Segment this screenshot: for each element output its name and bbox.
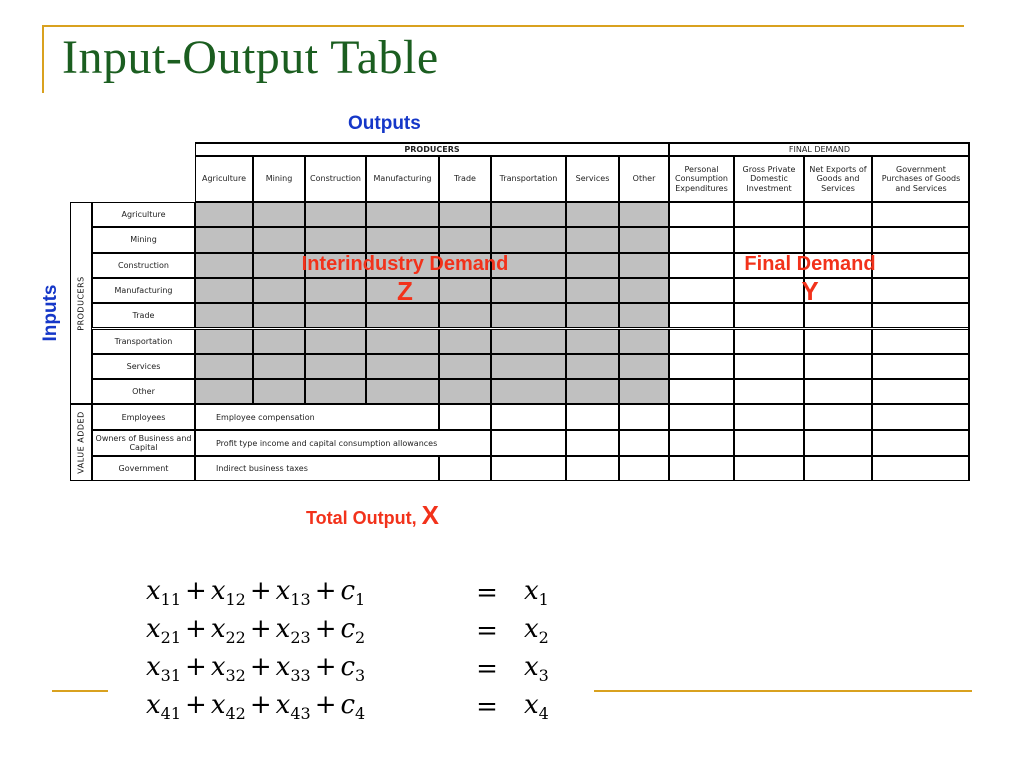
producer-row-label: Trade — [92, 303, 195, 328]
equation-term: $x_{23}$ — [275, 614, 311, 648]
interindustry-cell — [195, 303, 253, 328]
value-added-cell — [439, 456, 491, 481]
top-rule — [42, 25, 964, 27]
producer-row-label: Services — [92, 354, 195, 379]
final-demand-cell — [734, 202, 804, 227]
equation-term: $c_3$ — [340, 652, 366, 686]
interindustry-cell — [619, 202, 669, 227]
interindustry-cell — [491, 379, 566, 404]
equation-rhs: $x_3$ — [524, 652, 549, 686]
interindustry-cell — [619, 379, 669, 404]
equals-sign: = — [476, 692, 498, 722]
interindustry-cell — [491, 202, 566, 227]
interindustry-cell — [566, 202, 619, 227]
final-demand-cell — [734, 329, 804, 354]
producer-column-header: Manufacturing — [366, 156, 439, 202]
value-added-row-label: Owners of Business and Capital — [92, 430, 195, 456]
value-added-final-cell — [872, 456, 970, 481]
final-demand-text: Final Demand — [744, 253, 876, 275]
input-output-table — [70, 142, 970, 483]
producer-row-label: Construction — [92, 253, 195, 278]
value-added-cell — [619, 456, 669, 481]
interindustry-cell — [439, 354, 491, 379]
interindustry-cell — [566, 253, 619, 278]
producer-column-header: Mining — [253, 156, 305, 202]
equation-lhs — [146, 614, 450, 647]
equation-lhs — [146, 652, 450, 685]
interindustry-cell — [195, 329, 253, 354]
equation-lhs — [146, 690, 450, 723]
value-added-final-cell — [669, 456, 734, 481]
value-added-cell — [566, 456, 619, 481]
final-demand-column-header: Gross Private Domestic Investment — [734, 156, 804, 202]
plus-operator: + — [249, 576, 272, 607]
producer-column-header: Services — [566, 156, 619, 202]
final-demand-column-header: Personal Consumption Expenditures — [669, 156, 734, 202]
interindustry-cell — [619, 354, 669, 379]
equation-row — [146, 574, 549, 612]
final-demand-cell — [669, 202, 734, 227]
title-side-rule — [42, 25, 44, 93]
value-added-final-cell — [804, 404, 872, 430]
total-output-text: Total Output, — [306, 508, 422, 528]
interindustry-demand-text: Interindustry Demand — [301, 253, 509, 275]
value-added-row-label: Government — [92, 456, 195, 481]
equation-system — [146, 574, 549, 726]
value-added-side-label — [70, 404, 92, 481]
plus-operator: + — [185, 576, 207, 607]
plus-operator: + — [249, 690, 272, 721]
producer-row-label: Transportation — [92, 329, 195, 354]
plus-operator: + — [314, 690, 337, 721]
equation-rhs: $x_2$ — [524, 614, 549, 648]
equation-term: $x_{32}$ — [210, 652, 246, 686]
final-demand-column-header: Government Purchases of Goods and Services — [872, 156, 970, 202]
equation-term: $x_{33}$ — [275, 652, 311, 686]
value-added-row-label: Employees — [92, 404, 195, 430]
interindustry-cell — [619, 329, 669, 354]
final-demand-cell — [872, 354, 970, 379]
interindustry-cell — [195, 379, 253, 404]
final-demand-cell — [669, 227, 734, 252]
interindustry-cell — [439, 379, 491, 404]
interindustry-cell — [253, 354, 305, 379]
equation-term: $x_{31}$ — [146, 652, 182, 686]
interindustry-cell — [366, 202, 439, 227]
producers-side-label-text: PRODUCERS — [76, 275, 86, 331]
final-demand-cell — [872, 202, 970, 227]
interindustry-cell — [305, 329, 366, 354]
plus-operator: + — [185, 690, 207, 721]
interindustry-cell — [566, 354, 619, 379]
equation-term: $x_{42}$ — [210, 690, 246, 724]
equals-sign: = — [476, 654, 498, 684]
equation-term: $x_{41}$ — [146, 690, 182, 724]
equation-lhs — [146, 576, 450, 609]
interindustry-cell — [253, 227, 305, 252]
interindustry-cell — [619, 227, 669, 252]
interindustry-cell — [195, 354, 253, 379]
producer-row-label: Mining — [92, 227, 195, 252]
value-added-final-cell — [734, 404, 804, 430]
plus-operator: + — [185, 652, 207, 683]
interindustry-cell — [566, 278, 619, 303]
producer-column-header: Trade — [439, 156, 491, 202]
interindustry-cell — [566, 303, 619, 328]
value-added-cell — [619, 404, 669, 430]
interindustry-cell — [305, 354, 366, 379]
value-added-final-cell — [872, 430, 970, 456]
equation-term: $x_{12}$ — [210, 576, 246, 610]
interindustry-cell — [305, 227, 366, 252]
interindustry-cell — [619, 278, 669, 303]
bottom-left-rule — [52, 690, 108, 692]
final-demand-cell — [872, 227, 970, 252]
interindustry-cell — [195, 227, 253, 252]
plus-operator: + — [314, 576, 337, 607]
producer-row-label: Other — [92, 379, 195, 404]
producer-column-header: Other — [619, 156, 669, 202]
equation-rhs: $x_4$ — [524, 690, 549, 724]
total-output-label — [306, 500, 439, 531]
value-added-description: Employee compensation — [195, 404, 439, 430]
interindustry-cell — [366, 329, 439, 354]
interindustry-cell — [619, 303, 669, 328]
value-added-final-cell — [804, 430, 872, 456]
equation-term: $x_{43}$ — [275, 690, 311, 724]
interindustry-cell — [566, 329, 619, 354]
final-demand-cell — [872, 379, 970, 404]
value-added-final-cell — [669, 430, 734, 456]
equation-term: $x_{11}$ — [146, 576, 182, 610]
interindustry-cell — [491, 227, 566, 252]
inputs-label-text: Inputs — [40, 284, 61, 342]
interindustry-demand-label — [260, 253, 550, 307]
plus-operator: + — [185, 614, 207, 645]
final-demand-cell — [804, 329, 872, 354]
interindustry-cell — [305, 379, 366, 404]
value-added-final-cell — [669, 404, 734, 430]
value-added-final-cell — [872, 404, 970, 430]
value-added-description: Indirect business taxes — [195, 456, 439, 481]
interindustry-cell — [439, 202, 491, 227]
interindustry-cell — [305, 202, 366, 227]
producer-column-header: Agriculture — [195, 156, 253, 202]
final-demand-label — [700, 253, 920, 307]
final-demand-cell — [804, 202, 872, 227]
slide-title: Input-Output Table — [62, 31, 439, 84]
interindustry-cell — [366, 227, 439, 252]
final-demand-cell — [669, 329, 734, 354]
interindustry-cell — [566, 227, 619, 252]
final-demand-cell — [734, 227, 804, 252]
final-demand-cell — [872, 329, 970, 354]
interindustry-cell — [195, 202, 253, 227]
total-output-var: X — [421, 500, 439, 530]
final-demand-cell — [804, 379, 872, 404]
outputs-label: Outputs — [348, 113, 421, 134]
producer-column-header: Construction — [305, 156, 366, 202]
final-demand-column-header: Net Exports of Goods and Services — [804, 156, 872, 202]
equation-term: $x_{13}$ — [275, 576, 311, 610]
final-demand-header: FINAL DEMAND — [669, 142, 970, 156]
value-added-final-cell — [734, 430, 804, 456]
equation-row — [146, 612, 549, 650]
interindustry-cell — [491, 354, 566, 379]
producer-row-label: Agriculture — [92, 202, 195, 227]
interindustry-cell — [253, 329, 305, 354]
equation-term: $c_4$ — [340, 690, 366, 724]
interindustry-cell — [566, 379, 619, 404]
equation-rhs: $x_1$ — [524, 576, 549, 610]
final-demand-cell — [804, 354, 872, 379]
inputs-label — [40, 273, 62, 353]
plus-operator: + — [314, 652, 337, 683]
producer-column-header: Transportation — [491, 156, 566, 202]
interindustry-cell — [253, 379, 305, 404]
equation-term: $c_1$ — [340, 576, 366, 610]
equation-row — [146, 688, 549, 726]
interindustry-cell — [366, 354, 439, 379]
final-demand-cell — [669, 379, 734, 404]
interindustry-cell — [491, 329, 566, 354]
plus-operator: + — [249, 652, 272, 683]
plus-operator: + — [249, 614, 272, 645]
value-added-final-cell — [734, 456, 804, 481]
plus-operator: + — [314, 614, 337, 645]
equation-term: $x_{21}$ — [146, 614, 182, 648]
value-added-cell — [491, 404, 566, 430]
value-added-cell — [491, 456, 566, 481]
value-added-cell — [491, 430, 566, 456]
equals-sign: = — [476, 616, 498, 646]
value-added-cell — [619, 430, 669, 456]
value-added-cell — [439, 404, 491, 430]
interindustry-cell — [439, 329, 491, 354]
interindustry-cell — [366, 379, 439, 404]
producers-header: PRODUCERS — [195, 142, 669, 156]
value-added-final-cell — [804, 456, 872, 481]
final-demand-var: Y — [801, 276, 819, 306]
equals-sign: = — [476, 578, 498, 608]
interindustry-cell — [253, 202, 305, 227]
equation-term: $x_{22}$ — [210, 614, 246, 648]
interindustry-cell — [439, 227, 491, 252]
final-demand-cell — [734, 354, 804, 379]
final-demand-cell — [669, 354, 734, 379]
bottom-right-rule — [594, 690, 972, 692]
value-added-side-label-text: VALUE ADDED — [76, 411, 86, 475]
interindustry-cell — [619, 253, 669, 278]
interindustry-cell — [195, 278, 253, 303]
value-added-cell — [566, 430, 619, 456]
interindustry-demand-var: Z — [397, 276, 413, 306]
equation-term: $c_2$ — [340, 614, 366, 648]
value-added-description: Profit type income and capital consumption allowances — [195, 430, 491, 456]
value-added-cell — [566, 404, 619, 430]
final-demand-cell — [734, 379, 804, 404]
producer-row-label: Manufacturing — [92, 278, 195, 303]
producers-side-label — [70, 202, 92, 404]
interindustry-cell — [195, 253, 253, 278]
final-demand-cell — [804, 227, 872, 252]
equation-row — [146, 650, 549, 688]
